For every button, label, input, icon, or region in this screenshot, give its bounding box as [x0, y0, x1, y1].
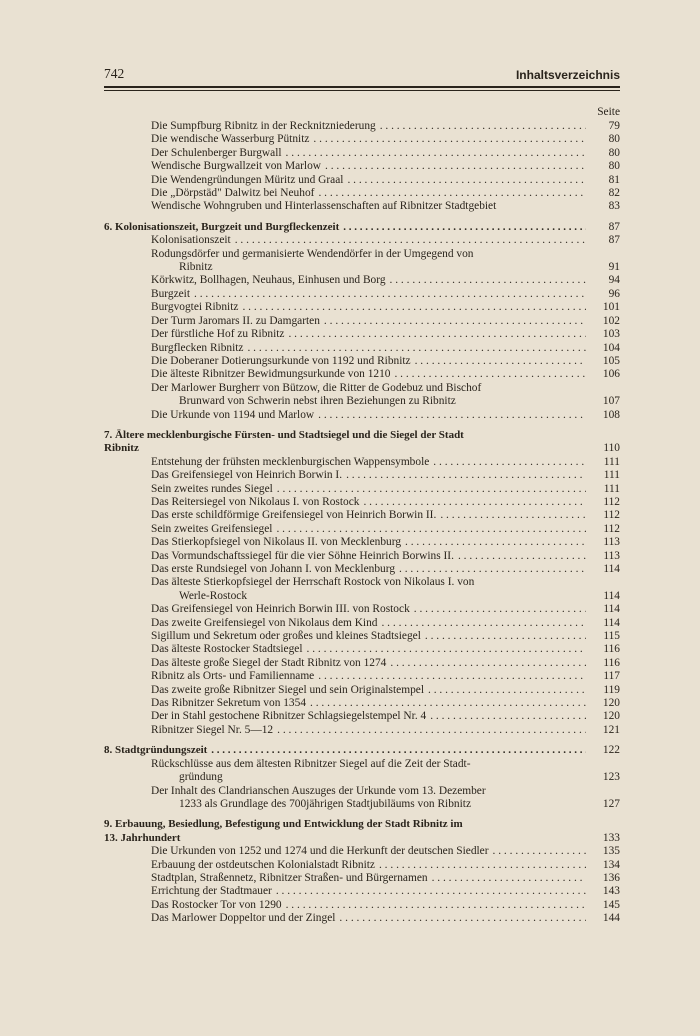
- toc-entry-title: [151, 758, 586, 785]
- toc-entry: [104, 120, 620, 133]
- toc-entry-title: [151, 456, 586, 469]
- toc-page-number: 111: [603, 455, 620, 468]
- toc-page-number: 108: [602, 408, 620, 421]
- toc-entry: [104, 469, 620, 482]
- toc-entry-continuation: 1233 als Grundlage des 700jährigen Stadtjubiläums von Ribnitz: [179, 797, 472, 810]
- toc-entry-continuation: Ribnitz: [179, 261, 213, 274]
- toc-entry: [104, 456, 620, 469]
- toc-entry-title: [151, 845, 586, 858]
- toc-page-number: 105: [602, 354, 620, 367]
- toc-entry: [104, 133, 620, 146]
- toc-entry-text: Die Sumpfburg Ribnitz in der Recknitzniederung: [151, 120, 376, 132]
- toc-entry-title: [151, 274, 586, 287]
- toc-entry: [104, 550, 620, 563]
- toc-page-number: 87: [608, 234, 620, 247]
- toc-entry-title: [151, 133, 586, 146]
- toc-entry-title: [151, 328, 586, 341]
- toc-entry-title: [151, 187, 586, 200]
- toc-page-number: 123: [602, 771, 620, 784]
- toc-entry-title: [151, 603, 586, 616]
- toc-entry-text: Ribnitz als Orts- und Familienname: [151, 670, 315, 683]
- toc-entry-text: 8. Stadtgründungszeit: [104, 744, 208, 757]
- toc-entry-text: Sein zweites rundes Siegel: [151, 482, 273, 495]
- toc-entry: [104, 885, 620, 898]
- toc-entry-text: Kolonisationszeit: [151, 234, 231, 247]
- toc-entry: [104, 899, 620, 912]
- toc-entry-text: Ribnitzer Siegel Nr. 5—12: [151, 723, 274, 736]
- toc-entry-continuation: 13. Jahrhundert: [104, 831, 181, 844]
- toc-page-number: 81: [608, 173, 620, 186]
- toc-page-number: 110: [603, 442, 620, 455]
- toc-entry-title: [151, 523, 586, 536]
- toc-entry-title: [151, 724, 586, 737]
- toc-entry: [104, 630, 620, 643]
- toc-entry-title: [151, 617, 586, 630]
- toc-entry: [104, 563, 620, 576]
- toc-entry: [104, 724, 620, 737]
- toc-entry-title: [104, 818, 586, 845]
- toc-entry-text: Der Inhalt des Clandrianschen Auszuges der Urkunde vom 13. Dezember: [151, 784, 486, 797]
- toc-entry-text: Das älteste Rostocker Stadtsiegel: [151, 643, 303, 656]
- toc-entry: [104, 174, 620, 187]
- toc-entry-title: [151, 630, 586, 643]
- toc-entry-text: Wendische Wohngruben und Hinterlassenschaften auf Ribnitzer Stadtgebiet: [151, 200, 497, 213]
- toc-entry-title: [151, 382, 586, 409]
- toc-entry-text: Burgzeit: [151, 287, 191, 300]
- toc-page-number: 107: [602, 395, 620, 408]
- toc-entry-title: [151, 576, 586, 603]
- toc-entry-title: [151, 120, 586, 133]
- page-number: 742: [104, 66, 125, 81]
- toc-entry-text: Rodungsdörfer und germanisierte Wendendörfer in der Umgegend von: [151, 247, 474, 260]
- toc-entry-title: [151, 697, 586, 710]
- toc-entry: [104, 496, 620, 509]
- toc-page-number: 112: [603, 509, 620, 522]
- toc-entry-text: Der Schulenberger Burgwall: [151, 146, 282, 159]
- toc-entry: [104, 684, 620, 697]
- toc-entry: [104, 523, 620, 536]
- toc-entry-text: Der Turm Jaromars II. zu Damgarten: [151, 314, 320, 327]
- toc-entry-title: [151, 563, 586, 576]
- toc-page-number: 136: [602, 871, 620, 884]
- toc-entry: [104, 160, 620, 173]
- toc-page-number: 119: [603, 683, 620, 696]
- toc-entry-title: [151, 859, 586, 872]
- toc-entry: [104, 603, 620, 616]
- toc-entry-text: Die Doberaner Dotierungsurkunde von 1192 und Ribnitz: [151, 354, 411, 367]
- toc-entry-continuation: Ribnitz: [104, 442, 139, 455]
- toc-page-number: 143: [602, 885, 620, 898]
- toc-entry-title: [151, 536, 586, 549]
- toc-entry: [104, 845, 620, 858]
- toc-entry-title: [151, 301, 586, 314]
- toc-section-entry: [104, 221, 620, 234]
- toc-entry-text: Die Urkunden von 1252 und 1274 und die Herkunft der deutschen Siedler: [151, 845, 489, 858]
- toc-entry-text: Das erste schildförmige Greifensiegel von Heinrich Borwin II.: [151, 509, 437, 522]
- toc-page-number: 115: [603, 630, 620, 643]
- page-column-label: Seite: [597, 106, 620, 118]
- toc-entry: [104, 342, 620, 355]
- toc-entry-text: Das Stierkopfsiegel von Nikolaus II. von Mecklenburg: [151, 536, 402, 549]
- toc-entry: [104, 147, 620, 160]
- toc-entry-text: Das Vormundschaftssiegel für die vier Söhne Heinrich Borwins II.: [151, 549, 454, 562]
- toc-page-number: 113: [603, 536, 620, 549]
- toc-page-number: 120: [602, 710, 620, 723]
- toc-entry: [104, 315, 620, 328]
- toc-entry-text: Die älteste Ribnitzer Bewidmungsurkunde von 1210: [151, 368, 391, 381]
- toc-entry: [104, 288, 620, 301]
- toc-entry: [104, 859, 620, 872]
- toc-entry-title: [104, 429, 586, 456]
- toc-entry-text: Sigillum und Sekretum oder großes und kleines Stadtsiegel: [151, 630, 421, 643]
- toc-page-number: 114: [603, 616, 620, 629]
- toc-page-number: 80: [608, 160, 620, 173]
- toc-page-number: 82: [608, 187, 620, 200]
- toc-entry-text: 9. Erbauung, Besiedlung, Befestigung und Entwicklung der Stadt Ribnitz im: [104, 818, 463, 831]
- toc-entry-text: Der Marlower Burgherr von Bützow, die Ritter de Godebuz und Bischof: [151, 381, 482, 394]
- toc-page-number: 127: [602, 797, 620, 810]
- toc-entry-title: [151, 315, 586, 328]
- toc-entry-text: Körkwitz, Bollhagen, Neuhaus, Einhusen und Borg: [151, 274, 386, 287]
- toc-entry: [104, 328, 620, 341]
- toc-page-number: 120: [602, 697, 620, 710]
- toc-entry-title: [151, 550, 586, 563]
- toc-entry: [104, 301, 620, 314]
- toc-entry: [104, 710, 620, 723]
- toc-entry-title: [151, 200, 586, 213]
- toc-entry-text: Das älteste Stierkopfsiegel der Herrschaft Rostock von Nikolaus I. von: [151, 576, 475, 589]
- toc-page-number: 114: [603, 589, 620, 602]
- toc-entry: [104, 643, 620, 656]
- toc-entry-title: [151, 368, 586, 381]
- toc-entry: [104, 248, 620, 275]
- toc-page-number: 102: [602, 314, 620, 327]
- toc-entry: [104, 368, 620, 381]
- toc-entry-title: [151, 496, 586, 509]
- page-header: [104, 66, 620, 84]
- toc-page-number: 80: [608, 133, 620, 146]
- toc-page-number: 116: [603, 656, 620, 669]
- toc-page-number: 114: [603, 603, 620, 616]
- toc-entry-text: Der in Stahl gestochene Ribnitzer Schlagsiegelstempel Nr. 4: [151, 710, 427, 723]
- toc-entry-text: Die wendische Wasserburg Pütnitz: [151, 133, 310, 146]
- toc-page-number: 112: [603, 495, 620, 508]
- toc-entry-title: [151, 342, 586, 355]
- toc-section-entry: [104, 744, 620, 757]
- toc-entry-text: Die Urkunde von 1194 und Marlow: [151, 408, 315, 421]
- toc-entry: [104, 670, 620, 683]
- toc-entry-title: [151, 872, 586, 885]
- toc-entry: [104, 697, 620, 710]
- toc-entry-text: Das Marlower Doppeltor und der Zingel: [151, 912, 336, 925]
- toc-page-number: 96: [608, 287, 620, 300]
- toc-entry: [104, 617, 620, 630]
- toc-entry-title: [151, 483, 586, 496]
- toc-entry: [104, 355, 620, 368]
- toc-entry-continuation: Werle-Rostock: [179, 589, 248, 602]
- toc-page-number: 106: [602, 368, 620, 381]
- toc-entry-title: [151, 409, 586, 422]
- toc-page-number: 83: [608, 200, 620, 213]
- toc-entry-continuation: Brunward von Schwerin nebst ihren Beziehungen zu Ribnitz: [179, 395, 456, 408]
- toc-page-number: 112: [603, 522, 620, 535]
- toc-page-number: 80: [608, 146, 620, 159]
- toc-entry: [104, 274, 620, 287]
- toc-page-number: 133: [602, 831, 620, 844]
- toc-page-number: 103: [602, 328, 620, 341]
- toc-entry-title: [151, 710, 586, 723]
- toc-entry: [104, 657, 620, 670]
- toc-page-number: 121: [602, 723, 620, 736]
- toc-entry: [104, 509, 620, 522]
- toc-entry-text: Entstehung der frühsten mecklenburgischen Wappensymbole: [151, 455, 430, 468]
- toc-entry-continuation: gründung: [179, 771, 223, 784]
- toc-entry-text: Das Greifensiegel von Heinrich Borwin III. von Rostock: [151, 603, 410, 616]
- toc-entry-text: Das Reitersiegel von Nikolaus I. von Rostock: [151, 495, 360, 508]
- toc-entry-text: Das Greifensiegel von Heinrich Borwin I.: [151, 469, 343, 482]
- toc-page-number: 101: [602, 301, 620, 314]
- toc-entry: [104, 382, 620, 409]
- toc-entry-text: Wendische Burgwallzeit von Marlow: [151, 160, 322, 173]
- toc-entry-title: [151, 288, 586, 301]
- toc-entry-title: [104, 221, 586, 234]
- toc-entry-title: [151, 160, 586, 173]
- toc-entry-text: Errichtung der Stadtmauer: [151, 885, 272, 898]
- toc-entry-text: Burgvogtei Ribnitz: [151, 301, 239, 314]
- toc-entry-title: [151, 469, 586, 482]
- toc-entry: [104, 536, 620, 549]
- toc-entry-text: 6. Kolonisationszeit, Burgzeit und Burgfleckenzeit: [104, 220, 340, 233]
- toc-page-number: 91: [608, 261, 620, 274]
- toc-entry: [104, 872, 620, 885]
- toc-entry-text: Die Wendengründungen Müritz und Graal: [151, 173, 344, 186]
- toc-page-number: 117: [603, 670, 620, 683]
- toc-entry-text: Das Ribnitzer Sekretum von 1354: [151, 697, 307, 710]
- toc-entry-title: [151, 912, 586, 925]
- toc-entry: [104, 234, 620, 247]
- header-rule-thin: [104, 90, 620, 91]
- toc-entry: [104, 912, 620, 925]
- toc-entry-title: [151, 670, 586, 683]
- toc-page-number: 111: [603, 469, 620, 482]
- toc-entry-title: [151, 234, 586, 247]
- toc-entry-text: Das älteste große Siegel der Stadt Ribnitz von 1274: [151, 656, 387, 669]
- toc-page-number: 116: [603, 643, 620, 656]
- toc-entry-text: Sein zweites Greifensiegel: [151, 522, 273, 535]
- toc-entry-text: Der fürstliche Hof zu Ribnitz: [151, 328, 285, 341]
- table-of-contents: [104, 106, 620, 926]
- toc-entry-title: [151, 684, 586, 697]
- toc-entry-text: Das erste Rundsiegel von Johann I. von Mecklenburg: [151, 563, 396, 575]
- toc-entry-title: [151, 885, 586, 898]
- toc-page-number: 114: [603, 563, 620, 575]
- running-title: Inhaltsverzeichnis: [515, 68, 620, 82]
- toc-page-number: 145: [602, 898, 620, 911]
- toc-entry: [104, 187, 620, 200]
- toc-entry-title: [151, 147, 586, 160]
- toc-page-number: 111: [603, 482, 620, 495]
- toc-entry-text: Die „Dörpstäd" Dalwitz bei Neuhof: [151, 187, 315, 200]
- toc-entry: [104, 483, 620, 496]
- toc-entry-text: 7. Ältere mecklenburgische Fürsten- und Stadtsiegel und die Siegel der Stadt: [104, 428, 464, 441]
- toc-page-number: 135: [602, 845, 620, 858]
- toc-page-number: 79: [608, 120, 620, 132]
- toc-page-number: 144: [602, 912, 620, 925]
- toc-section-entry: [104, 429, 620, 456]
- toc-page-number: 134: [602, 858, 620, 871]
- toc-page-number: 113: [603, 549, 620, 562]
- toc-page-number: 87: [608, 220, 620, 233]
- toc-section-entry: [104, 818, 620, 845]
- toc-entry-text: Das Rostocker Tor von 1290: [151, 898, 282, 911]
- toc-entry-text: Erbauung der ostdeutschen Kolonialstadt Ribnitz: [151, 858, 375, 871]
- toc-entry-title: [151, 785, 586, 812]
- toc-entry: [104, 758, 620, 785]
- toc-page-number: 94: [608, 274, 620, 287]
- toc-entry-title: [151, 355, 586, 368]
- header-rule-thick: [104, 86, 620, 88]
- toc-entry-title: [151, 509, 586, 522]
- toc-entry-text: Burgflecken Ribnitz: [151, 341, 244, 354]
- toc-entry-text: Das zweite Greifensiegel von Nikolaus dem Kind: [151, 616, 378, 629]
- toc-entry: [104, 576, 620, 603]
- toc-entry: [104, 409, 620, 422]
- toc-entry-text: Das zweite große Ribnitzer Siegel und sein Originalstempel: [151, 683, 424, 696]
- toc-page-number: 104: [602, 341, 620, 354]
- toc-entry-title: [151, 174, 586, 187]
- toc-entry-text: Stadtplan, Straßennetz, Ribnitzer Straßen- und Bürgernamen: [151, 871, 428, 884]
- toc-page-number: 122: [602, 744, 620, 757]
- toc-entry: [104, 785, 620, 812]
- toc-entry-title: [151, 899, 586, 912]
- toc-entry-title: [104, 744, 586, 757]
- toc-entry: [104, 200, 620, 213]
- toc-entry-text: Rückschlüsse aus dem ältesten Ribnitzer Siegel auf die Zeit der Stadt-: [151, 757, 471, 770]
- toc-entry-title: [151, 657, 586, 670]
- toc-entry-title: [151, 248, 586, 275]
- toc-entry-title: [151, 643, 586, 656]
